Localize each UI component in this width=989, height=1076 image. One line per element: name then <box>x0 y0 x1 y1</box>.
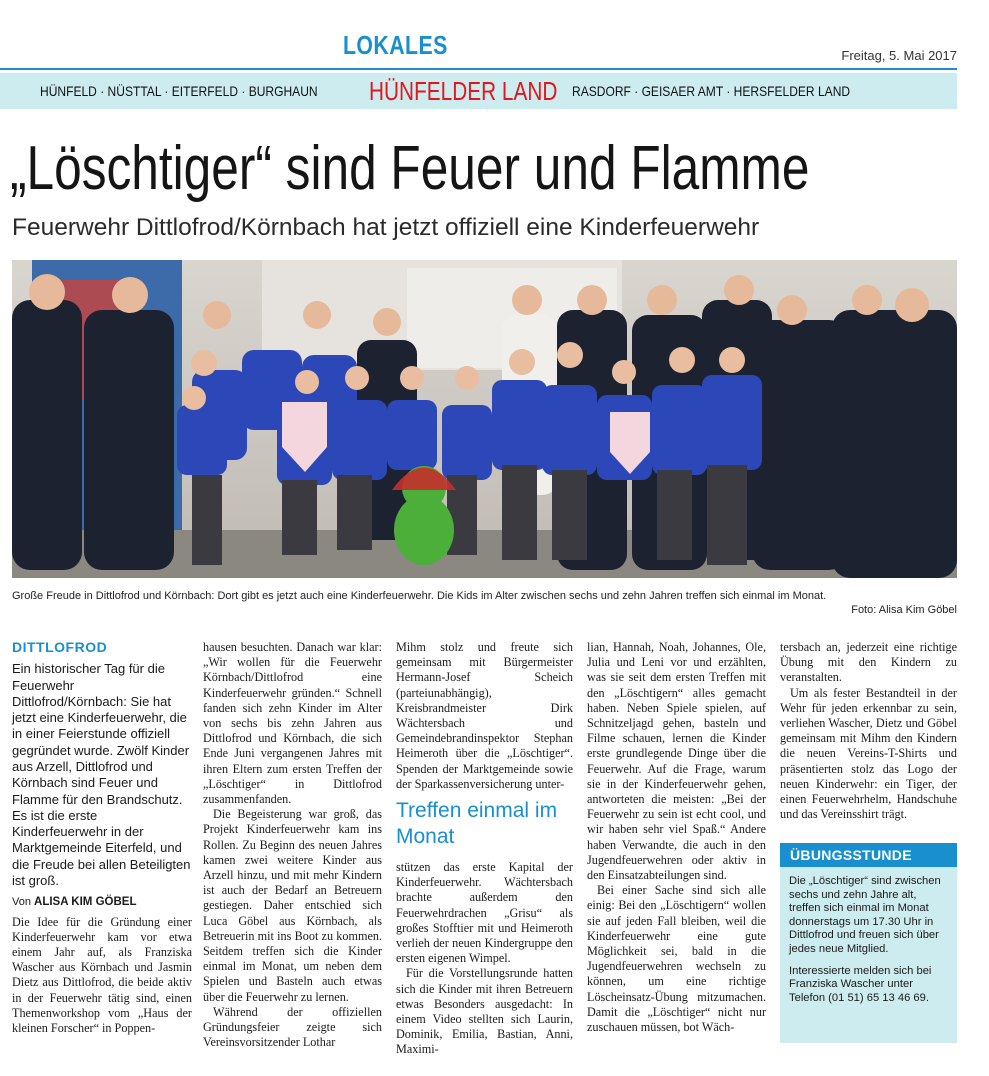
body-paragraph: lian, Hannah, Noah, Johannes, Ole, Julia und Leni vor und erzählten, was sie seit dem ersten Treffen mit den „Löschtigern“ alles gemacht haben. Neben Spiele spielen, auf Schnitzeljagd gehen, basteln und Filme schauen, lernen die Kinder erste grundlegende Dinge über die Feuerwehr. Auf die Frage, warum sie in der Kinderfeuerwehr gehen, antworteten die meisten: „Bei der Feuerwehr zu sein ist echt cool, und wir haben sehr viel Spaß.“ Andere haben Verwandte, die auch in den Jugendfeuerwehren oder aktiv in den Einsatzabteilungen sind. <box>587 640 766 883</box>
byline-author: ALISA KIM GÖBEL <box>34 896 137 909</box>
info-box-contact: Interessierte melden sich bei Franziska Wascher unter Telefon (01 51) 65 13 46 69. <box>789 964 932 1004</box>
section-title: LOKALES <box>343 30 448 60</box>
region-bar <box>0 73 957 109</box>
intro-text: Ein historischer Tag für die Feuerwehr Dittlofrod/Körnbach: Sie hat jetzt eine Kinderfeuerwehr, die in einer Feierstunde offiziell gegründet wurde. Zwölf Kinder aus Arzell, Dittlofrod und Körnbach sind Feuer und Flamme für den Brandschutz. Es ist die erste Kinderfeuerwehr in der Marktgemeinde Eiterfeld, und die Freude bei allen Beteiligten ist groß. <box>12 661 191 889</box>
body-paragraph: Für die Vorstellungsrunde hatten sich die Kinder mit ihren Betreuern etwas Besonders ausgedacht: In einem Video stellten sich Laurin, Dominik, Emilia, Bastian, Anni, Maximi- <box>396 966 573 1057</box>
body-paragraph: Mihm stolz und freute sich gemeinsam mit Bürgermeister Hermann-Josef Scheich (parteiunabhängig), Kreisbrandmeister Dirk Wächtersbach und Gemeindebrandinspektor Stephan Heimeroth über die „Löschtiger“. Spenden der Marktgemeinde sowie der Sparkassenversicherung unter- <box>396 640 573 791</box>
group-photo-illustration <box>12 260 957 578</box>
body-paragraph: stützen das erste Kapital der Kinderfeuerwehr. Wächtersbach brachte außerdem den Feuerwehrdrachen „Grisu“ als großes Stofftier mit und Heimeroth verlieh der neuen Kindergruppe den ersten eigenen Wimpel. <box>396 860 573 966</box>
caption-text: Große Freude in Dittlofrod und Körnbach: Dort gibt es jetzt auch eine Kinderfeuerwehr. Die Kids im Alter zwischen sechs und zehn Jahren treffen sich einmal im Monat. <box>12 590 827 602</box>
intermediate-heading: Treffen einmal im Monat <box>396 799 558 849</box>
subheadline: Feuerwehr Dittlofrod/Körnbach hat jetzt offiziell eine Kinderfeuerwehr <box>12 214 760 241</box>
issue-date: Freitag, 5. Mai 2017 <box>841 48 957 63</box>
body-paragraph: Die Idee für die Gründung einer Kinderfeuerwehr kam vor etwa einem Jahr auf, als Franziska Wascher aus Körnbach und Jasmin Dietz aus Dittlofrod, die beide aktiv in der Feuerwehr tätig sind, einen Themenworkshop vom „Haus der kleinen Forscher“ in Poppen- <box>12 914 192 1035</box>
regions-left: HÜNFELD · NÜSTTAL · EITERFELD · BURGHAUN <box>40 83 318 99</box>
column-4 <box>587 640 766 1035</box>
column-3 <box>396 640 573 1058</box>
dateline: DITTLOFROD <box>12 639 108 655</box>
body-paragraph: Um als fester Bestandteil in der Wehr für jeden erkennbar zu sein, verliehen Wascher, Dietz und Göbel gemeinsam mit Mihm den Kindern die neuen Vereins-T-Shirts und präsentierten stolz das Logo der neuen Kinderwehr: ein Tiger, der einen Feuerwehrhelm, Handschuhe und das Vereinsshirt trägt. <box>780 685 957 822</box>
group-photo <box>12 260 957 578</box>
photo-caption <box>12 589 957 617</box>
byline-prefix: Von <box>12 896 31 909</box>
column-5 <box>780 640 957 822</box>
info-box <box>780 843 957 1043</box>
body-paragraph: Bei einer Sache sind sich alle einig: Bei den „Löschtigern“ wollen sie auf jeden Fall bleiben, weil die Kinderfeuerwehr eine gute Möglichkeit sei, bald in die Jugendfeuerwehren wechseln zu können, um eine richtige Löscheinsatz-Übung mitzumachen. Damit die „Löschtiger“ nicht nur zuschauen müssen, bot Wäch- <box>587 883 766 1035</box>
body-paragraph: hausen besuchten. Danach war klar: „Wir wollen für die Feuerwehr Körnbach/Dittlofrod eine Kinderfeuerwehr gründen.“ Schnell fanden sich zehn Kinder im Alter von sechs bis zehn Jahren aus Dittlofrod und Körnbach, die sich Ende Juni vergangenen Jahres mit ihren Eltern zum ersten Treffen der „Löschtiger“ in Dittlofrod zusammenfanden. <box>203 640 382 807</box>
photo-credit: Foto: Alisa Kim Göbel <box>851 604 957 616</box>
body-paragraph: Während der offiziellen Gründungsfeier zeigte sich Vereinsvorsitzender Lothar <box>203 1004 382 1050</box>
info-box-body <box>780 867 957 1021</box>
headline: „Löschtiger“ sind Feuer und Flamme <box>10 134 810 203</box>
regions-right: RASDORF · GEISAER AMT · HERSFELDER LAND <box>572 83 851 99</box>
header-rule <box>0 68 957 70</box>
body-paragraph: tersbach an, jederzeit eine richtige Übung mit den Kindern zu veranstalten. <box>780 640 957 685</box>
info-box-text: Die „Löschtiger“ sind zwischen sechs und zehn Jahre alt, treffen sich einmal im Monat donnerstags um 17.30 Uhr in Dittlofrod und freuen sich über jedes neue Mitglied. <box>789 875 941 955</box>
region-highlight: HÜNFELDER LAND <box>368 75 558 106</box>
byline <box>12 895 192 910</box>
body-paragraph: Die Begeisterung war groß, das Projekt Kinderfeuerwehr kam ins Rollen. Zu Beginn des neuen Jahres kamen zwei weitere Kinder aus Arzell hinzu, und mit mehr Kindern ist auch der Bedarf an Betreuern gestiegen. Daher entschied sich Luca Göbel aus Körnbach, als Betreuerin mit ins Boot zu kommen. Seitdem treffen sich die Kinder einmal im Monat, um neben dem Spielen und Basteln auch etwas über die Feuerwehr zu lernen. <box>203 807 382 1004</box>
column-2 <box>203 640 382 1050</box>
column-1 <box>12 640 192 1036</box>
info-box-title: ÜBUNGSSTUNDE <box>780 843 957 867</box>
